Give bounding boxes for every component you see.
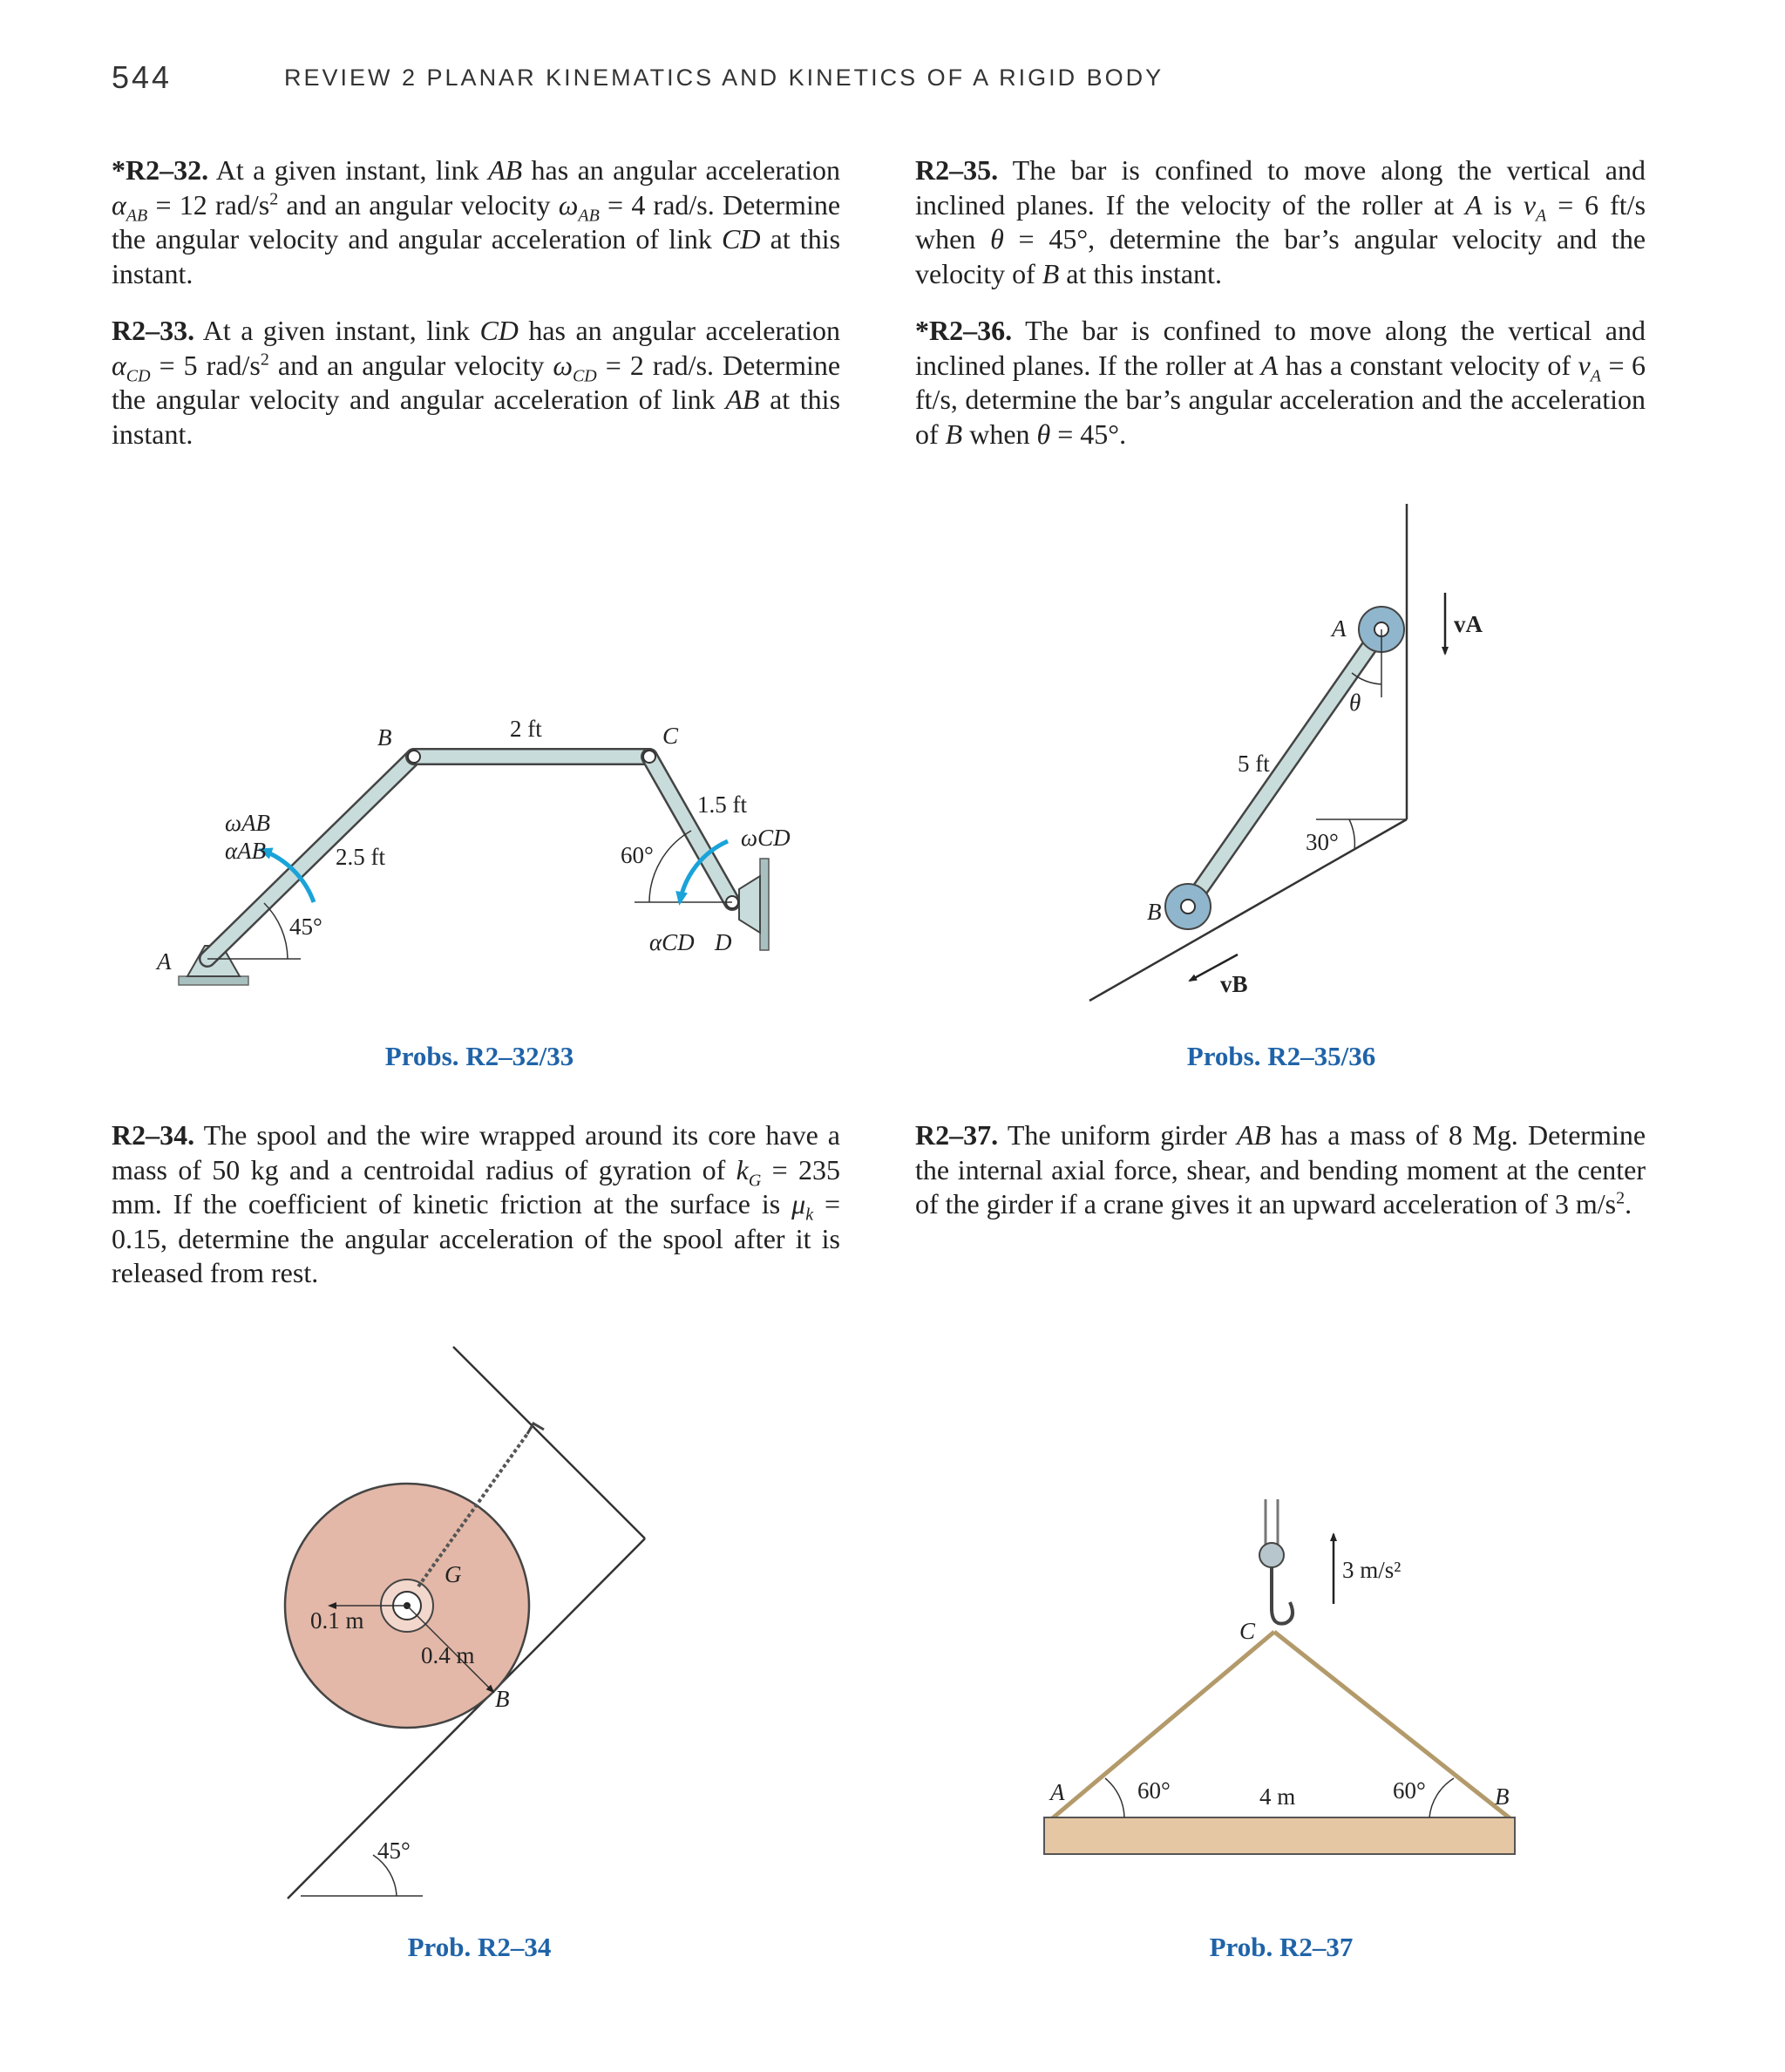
- pulley: [1259, 1543, 1284, 1567]
- label-va: vA: [1454, 611, 1483, 637]
- label-len-bc: 2 ft: [510, 716, 542, 742]
- label-b: B: [1495, 1783, 1510, 1810]
- link-cd: [649, 757, 732, 902]
- figure-spool: [285, 1347, 645, 1899]
- inclined-plane: [1089, 819, 1407, 1001]
- support-a: [179, 976, 248, 985]
- problem-number: R2–33.: [112, 315, 195, 346]
- label-angle-left: 60°: [1137, 1777, 1171, 1804]
- label-b: B: [1147, 899, 1162, 925]
- label-angle-d: 60°: [621, 842, 654, 868]
- caption-r2-32-33: Probs. R2–32/33: [384, 1041, 574, 1071]
- page-number: 544: [112, 59, 173, 95]
- problem-number: *R2–32.: [112, 154, 209, 186]
- pin-c: [643, 751, 655, 763]
- caption-r2-34: Prob. R2–34: [407, 1932, 552, 1962]
- pin-b: [408, 751, 420, 763]
- figure-bar-planes: [1089, 504, 1483, 1001]
- angle-arc-left: [1105, 1778, 1124, 1817]
- caption-r2-37: Prob. R2–37: [1209, 1932, 1354, 1962]
- label-angle-a: 45°: [289, 914, 322, 940]
- label-outer-radius: 0.4 m: [421, 1642, 475, 1668]
- label-omega-ab: ωAB: [225, 810, 271, 836]
- problem-number: R2–37.: [915, 1119, 999, 1151]
- problem-r2-35: R2–35. The bar is confined to move along the vertical and inclined planes. If the velocity of the roller at A is $v_A = 6$ ft/s when θ = 45°, determine the bar’s angular velocity and the velocity of B at this instant.: [915, 154, 1646, 289]
- problem-number: *R2–36.: [915, 315, 1013, 346]
- angle-arc-d: [649, 831, 691, 902]
- label-vb: vB: [1220, 971, 1248, 997]
- label-length: 4 m: [1259, 1783, 1296, 1810]
- label-omega-cd: ωCD: [741, 825, 791, 851]
- problem-r2-37: R2–37. The uniform girder AB has a mass of 8 Mg. Determine the internal axial force, shear, and bending moment at the center of the girder if a crane gives it an upward acceleration of 3 $m/s^2$.: [915, 1119, 1646, 1219]
- problem-r2-32: *R2–32. At a given instant, link AB has an angular acceleration $\alpha_{AB} = 12$ rad/$s^2$ and an angular velocity $\omega_{AB} = 4$ rad/s. Determine the angular velocity and angular acceleration of link CD at this instant.: [112, 154, 841, 289]
- label-b: B: [495, 1686, 510, 1712]
- label-c: C: [662, 723, 679, 749]
- problem-number: R2–34.: [112, 1119, 195, 1151]
- figure-girder: [1044, 1499, 1515, 1854]
- problem-r2-34: R2–34. The spool and the wire wrapped around its core have a mass of 50 kg and a centroidal radius of gyration of $k_G = 235$ mm. If the coefficient of kinetic friction at the surface is $\mu_k = 0.15$, determine the angular acceleration of the spool after it is released from rest.: [112, 1119, 841, 1288]
- label-a: A: [157, 948, 172, 975]
- label-a: A: [1332, 615, 1347, 642]
- crane-hook: [1272, 1567, 1293, 1624]
- label-length: 5 ft: [1238, 751, 1270, 777]
- label-theta: θ: [1349, 690, 1361, 716]
- problem-r2-36: *R2–36. The bar is confined to move along the vertical and inclined planes. If the roller at A has a constant velocity of $v_A = 6$ ft/s, determine the bar’s angular acceleration and the acceleration of B when θ = 45°.: [915, 315, 1646, 450]
- label-c: C: [1239, 1618, 1256, 1644]
- label-angle-right: 60°: [1393, 1777, 1426, 1804]
- label-b: B: [377, 724, 392, 751]
- girder-ab: [1044, 1817, 1515, 1854]
- label-alpha-ab: αAB: [225, 838, 267, 864]
- label-g: G: [445, 1561, 462, 1587]
- label-d: D: [715, 929, 732, 955]
- label-angle-45: 45°: [377, 1838, 411, 1864]
- pin-roller-b: [1181, 900, 1195, 914]
- angle-arc-30: [1349, 819, 1354, 850]
- wall-d: [760, 859, 769, 950]
- caption-r2-35-36: Probs. R2–35/36: [1186, 1041, 1376, 1071]
- problem-number: R2–35.: [915, 154, 999, 186]
- label-inner-radius: 0.1 m: [310, 1607, 364, 1634]
- label-len-ab: 2.5 ft: [336, 844, 385, 870]
- label-angle-30: 30°: [1306, 829, 1339, 855]
- pin-support-d: [739, 876, 760, 933]
- label-accel: 3 m/s²: [1342, 1557, 1402, 1583]
- label-a: A: [1050, 1779, 1065, 1805]
- angle-arc-right: [1429, 1778, 1454, 1817]
- running-head: REVIEW 2 PLANAR KINEMATICS AND KINETICS OF A RIGID BODY: [284, 65, 1164, 91]
- problem-r2-33: R2–33. At a given instant, link CD has an angular acceleration $\alpha_{CD} = 5$ rad/$s^2$ and an angular velocity $\omega_{CD} = 2$ rad/s. Determine the angular velocity and angular acceleration of link AB at this instant.: [112, 315, 841, 450]
- figure-linkage: [155, 716, 791, 985]
- bar: [1188, 629, 1381, 907]
- label-alpha-cd: αCD: [649, 929, 695, 955]
- label-len-cd: 1.5 ft: [697, 791, 747, 818]
